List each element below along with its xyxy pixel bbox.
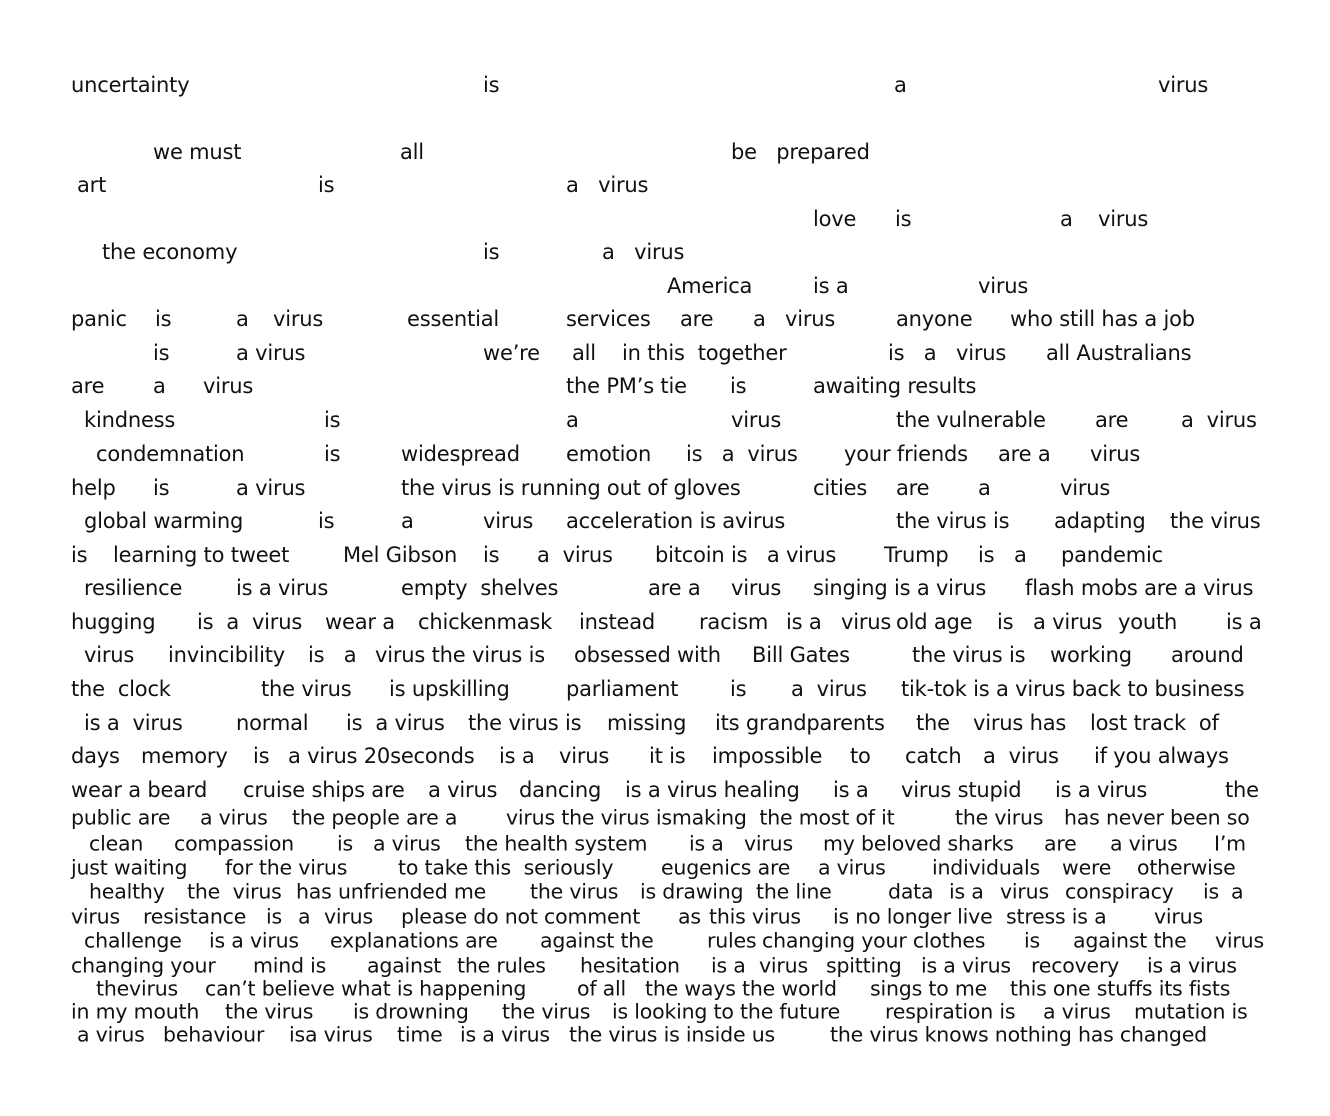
poem-fragment: can’t believe what is happening — [205, 976, 527, 1001]
poem-fragment: virus — [978, 274, 1029, 299]
poem-fragment: against the — [1073, 928, 1187, 953]
poem-fragment: clean — [89, 831, 144, 856]
poem-fragment: this one stuffs its fists — [1010, 976, 1231, 1001]
poem-fragment: the virus — [530, 879, 619, 904]
poem-fragment: are — [680, 307, 714, 332]
poem-line — [0, 610, 1330, 635]
poem-line — [0, 711, 1330, 736]
poem-fragment: hesitation — [580, 953, 680, 978]
poem-fragment: global warming — [84, 509, 244, 534]
poem-fragment: mutation is — [1134, 999, 1248, 1024]
poem-line — [0, 879, 1330, 904]
poem-fragment: pandemic — [1061, 543, 1163, 568]
poem-fragment: spitting — [826, 953, 902, 978]
poem-fragment: is a — [833, 778, 869, 803]
poem-fragment: a virus — [1181, 408, 1257, 433]
poem-fragment: all — [572, 341, 596, 366]
poem-fragment: is — [483, 240, 500, 265]
poem-fragment: lost track of — [1090, 711, 1219, 736]
poem-fragment: awaiting results — [813, 374, 977, 399]
poem-fragment: the virus — [1170, 509, 1261, 534]
poem-line — [0, 442, 1330, 467]
poem-fragment: is no longer live — [833, 904, 993, 929]
poem-fragment: a virus — [428, 778, 498, 803]
poem-line — [0, 904, 1330, 929]
poem-line — [0, 173, 1330, 198]
poem-fragment: isa virus — [289, 1022, 373, 1047]
poem-fragment: it is — [649, 744, 686, 769]
poem-fragment: is a — [786, 610, 822, 635]
poem-fragment: a virus — [236, 476, 306, 501]
poem-fragment: is — [997, 610, 1014, 635]
poem-fragment: changing your clothes — [762, 928, 986, 953]
poem-fragment: of all — [577, 976, 627, 1001]
poem-fragment: hugging — [71, 610, 156, 635]
poem-fragment: the health system — [465, 831, 648, 856]
poem-fragment: against the — [540, 928, 654, 953]
poem-fragment: anyone — [896, 307, 973, 332]
poem-fragment: the clock — [71, 677, 171, 702]
poem-fragment: are — [896, 476, 930, 501]
poem-fragment: a virus — [983, 744, 1059, 769]
poem-fragment: emotion — [566, 442, 652, 467]
poem-fragment: its grandparents — [715, 711, 885, 736]
poem-fragment: is — [978, 543, 995, 568]
poem-line — [0, 274, 1330, 299]
poem-fragment: is — [1024, 928, 1040, 953]
poem-line — [0, 576, 1330, 601]
poem-fragment: dancing — [519, 778, 602, 803]
poem-fragment: challenge — [84, 928, 182, 953]
poem-line — [0, 408, 1330, 433]
poem-fragment: has unfriended me — [296, 879, 487, 904]
poem-fragment: virus — [1098, 207, 1149, 232]
poem-fragment: is — [153, 341, 170, 366]
poem-fragment: is a virus — [686, 442, 798, 467]
poem-fragment: a virus 20seconds — [288, 744, 475, 769]
poem-fragment: a virus — [537, 543, 613, 568]
poem-fragment: is — [483, 543, 500, 568]
poem-fragment: we must — [153, 140, 242, 165]
poem-fragment: the economy — [102, 240, 238, 265]
poem-line — [0, 976, 1330, 1001]
poem-fragment: singing is a virus — [813, 576, 987, 601]
poem-fragment: a virus — [77, 1022, 145, 1047]
poem-fragment: is — [337, 831, 353, 856]
poem-line — [0, 374, 1330, 399]
poem-fragment: is — [895, 207, 912, 232]
poem-fragment: wear a — [325, 610, 395, 635]
poem-fragment: days — [71, 744, 120, 769]
poem-fragment: is a — [711, 953, 746, 978]
poem-fragment: instead — [579, 610, 656, 635]
poem-fragment: is — [153, 476, 170, 501]
poem-fragment: is a virus — [209, 928, 299, 953]
poem-fragment: is — [71, 543, 88, 568]
poem-fragment: if you always — [1094, 744, 1229, 769]
poem-fragment: virus — [483, 509, 534, 534]
poem-fragment: cities — [813, 476, 868, 501]
poem-fragment: a virus — [1110, 831, 1178, 856]
poem-fragment: are a — [998, 442, 1051, 467]
poem-fragment: a — [401, 509, 414, 534]
poem-fragment: Mel Gibson — [343, 543, 458, 568]
poem-fragment: is upskilling — [389, 677, 510, 702]
poem-fragment: resistance — [143, 904, 247, 929]
poem-fragment: stress is a — [1006, 904, 1107, 929]
poem-fragment: are — [71, 374, 105, 399]
poem-fragment: the virus — [225, 999, 314, 1024]
poem-fragment: old age — [896, 610, 973, 635]
poem-fragment: a — [753, 307, 766, 332]
poem-fragment: a — [298, 904, 311, 929]
poem-fragment: uncertainty — [71, 73, 190, 98]
poem-line — [0, 509, 1330, 534]
poem-line — [0, 207, 1330, 232]
poem-fragment: who still has a job — [1010, 307, 1195, 332]
poem-fragment: recovery — [1031, 953, 1120, 978]
poem-fragment: the virus is — [896, 509, 1010, 534]
poem-fragment: the vulnerable — [896, 408, 1046, 433]
poem-fragment: wear a beard — [71, 778, 208, 803]
poem-fragment: a virus — [566, 173, 649, 198]
poem-fragment: your friends — [844, 442, 968, 467]
poem-line — [0, 307, 1330, 332]
poem-line — [0, 855, 1330, 880]
poem-fragment: a virus — [236, 341, 306, 366]
poem-fragment: the — [1225, 778, 1259, 803]
poem-fragment: virus — [273, 307, 324, 332]
poem-line — [0, 341, 1330, 366]
poem-fragment: essential — [407, 307, 500, 332]
poem-fragment: the virus knows nothing has changed — [830, 1022, 1207, 1047]
poem-fragment: is a virus — [1055, 778, 1148, 803]
poem-fragment: virus stupid — [901, 778, 1022, 803]
poem-fragment: were — [1062, 855, 1112, 880]
poem-fragment: resilience — [84, 576, 183, 601]
poem-fragment: cruise ships are — [243, 778, 405, 803]
poem-fragment: the virus is inside us — [569, 1022, 775, 1047]
poem-fragment: is a virus healing — [625, 778, 800, 803]
poem-fragment: sings to me — [870, 976, 988, 1001]
poem-fragment: is a virus — [921, 953, 1011, 978]
poem-line — [0, 476, 1330, 501]
poem-fragment: a virus — [602, 240, 685, 265]
poem-fragment: a virus — [1043, 999, 1111, 1024]
poem-line — [0, 999, 1330, 1024]
poem-fragment: around — [1171, 643, 1244, 668]
poem-fragment: eugenics are — [661, 855, 791, 880]
poem-fragment: a — [978, 476, 991, 501]
poem-fragment: virus — [84, 643, 135, 668]
poem-fragment: is a — [1226, 610, 1262, 635]
poem-fragment: the PM’s tie — [566, 374, 687, 399]
poem-fragment: virus — [559, 744, 610, 769]
poem-fragment: is a — [949, 879, 984, 904]
poem-fragment: virus — [1154, 904, 1203, 929]
poem-fragment: virus — [71, 904, 120, 929]
poem-fragment: my beloved sharks — [823, 831, 1014, 856]
poem-fragment: missing — [607, 711, 687, 736]
poem-fragment: is a virus — [346, 711, 445, 736]
poem-fragment: as — [678, 904, 701, 929]
poem-fragment: in this together — [622, 341, 787, 366]
poem-fragment: is looking to the future — [612, 999, 841, 1024]
poem-fragment: the virus is running out of gloves — [401, 476, 741, 501]
poem-fragment: virus — [1090, 442, 1141, 467]
poem-fragment: tik-tok is a virus back to business — [901, 677, 1245, 702]
poem-fragment: a — [236, 307, 249, 332]
poem-fragment: thevirus — [96, 976, 178, 1001]
poem-fragment: normal — [236, 711, 309, 736]
poem-fragment: individuals — [932, 855, 1040, 880]
poem-fragment: to — [850, 744, 871, 769]
poem-fragment: is a — [888, 341, 937, 366]
poem-fragment: the virus is — [912, 643, 1026, 668]
poem-fragment: the virus is — [468, 711, 582, 736]
poem-fragment: virus — [1215, 928, 1264, 953]
poem-fragment: chickenmask — [418, 610, 553, 635]
poem-fragment: a virus — [818, 855, 886, 880]
poem-fragment: is — [730, 374, 747, 399]
poem-fragment: kindness — [84, 408, 176, 433]
poem-fragment: a virus — [1033, 610, 1103, 635]
poem-fragment: explanations are — [330, 928, 498, 953]
poem-fragment: are — [1095, 408, 1129, 433]
poem-fragment: is a virus — [236, 576, 329, 601]
poem-fragment: virus — [956, 341, 1007, 366]
poem-fragment: is a virus — [460, 1022, 550, 1047]
poem-fragment: the ways the world — [645, 976, 837, 1001]
poem-fragment: we’re — [483, 341, 540, 366]
poem-fragment: a — [894, 73, 907, 98]
poem-fragment: virus — [1000, 879, 1049, 904]
poem-fragment: widespread — [401, 442, 520, 467]
poem-fragment: is — [324, 442, 341, 467]
poem-fragment: please do not comment — [401, 904, 641, 929]
poem-fragment: public are — [71, 805, 171, 830]
poem-fragment: virus the virus is — [375, 643, 545, 668]
poem-fragment: for the virus — [225, 855, 348, 880]
poem-fragment: virus — [1060, 476, 1111, 501]
poem-fragment: healthy — [89, 879, 165, 904]
poem-fragment: virus — [731, 408, 782, 433]
poem-fragment: against — [367, 953, 442, 978]
poem-fragment: rules — [707, 928, 757, 953]
poem-line — [0, 240, 1330, 265]
poem-fragment: changing your — [71, 953, 216, 978]
poem-fragment: virus — [731, 576, 782, 601]
poem-fragment: I’m — [1214, 831, 1246, 856]
poem-fragment: Trump — [884, 543, 949, 568]
poem-fragment: services — [566, 307, 651, 332]
poem-fragment: just waiting — [71, 855, 188, 880]
poem-fragment: conspiracy — [1065, 879, 1174, 904]
poem-line — [0, 73, 1330, 98]
poem-fragment: panic — [71, 307, 127, 332]
poem-fragment: a — [1060, 207, 1073, 232]
poem-fragment: catch — [905, 744, 962, 769]
poem-fragment: empty shelves — [401, 576, 559, 601]
poem-fragment: is a virus — [84, 711, 183, 736]
poem-line — [0, 677, 1330, 702]
poem-fragment: virus — [203, 374, 254, 399]
poem-fragment: behaviour — [163, 1022, 265, 1047]
poem-fragment: is — [730, 677, 747, 702]
poem-fragment: is — [324, 408, 341, 433]
poem-line — [0, 744, 1330, 769]
poem-line — [0, 953, 1330, 978]
poem-fragment: data — [888, 879, 934, 904]
poem-fragment: virus — [759, 953, 808, 978]
poem-fragment: is a — [308, 643, 357, 668]
poem-fragment: virus — [744, 831, 793, 856]
poem-fragment: the virus — [187, 879, 282, 904]
poem-fragment: a virus — [200, 805, 268, 830]
poem-fragment: Bill Gates — [752, 643, 850, 668]
poem-fragment: a virus — [791, 677, 867, 702]
poem-fragment: is a — [689, 831, 724, 856]
poem-fragment: has never been so — [1064, 805, 1250, 830]
poem-fragment: impossible — [712, 744, 823, 769]
poem-fragment: condemnation — [96, 442, 245, 467]
poem-fragment: bitcoin is a virus — [655, 543, 837, 568]
poem-fragment: invincibility — [168, 643, 285, 668]
poem-fragment: the virus — [261, 677, 352, 702]
poem-line — [0, 1022, 1330, 1047]
poem-fragment: in my mouth — [71, 999, 200, 1024]
poem-fragment: learning to tweet — [113, 543, 290, 568]
poem-line — [0, 805, 1330, 830]
poem-fragment: memory — [141, 744, 228, 769]
poem-line — [0, 928, 1330, 953]
poem-fragment: is drowning — [353, 999, 469, 1024]
poem-line — [0, 778, 1330, 803]
poem-fragment: compassion — [174, 831, 294, 856]
poem-fragment: are a — [648, 576, 701, 601]
poem-fragment: respiration is — [885, 999, 1016, 1024]
poem-fragment: the rules — [457, 953, 546, 978]
poem-fragment: the — [916, 711, 950, 736]
poem-fragment: help — [71, 476, 116, 501]
poem-fragment: acceleration is avirus — [566, 509, 786, 534]
poem-fragment: working — [1050, 643, 1132, 668]
poem-fragment: is drawing the line — [640, 879, 832, 904]
poem-fragment: the people are a — [292, 805, 458, 830]
poem-fragment: this virus — [709, 904, 801, 929]
poem-fragment: a virus — [373, 831, 441, 856]
poem-fragment: is — [318, 173, 335, 198]
poem-fragment: is — [318, 509, 335, 534]
poem-fragment: is a virus — [1147, 953, 1237, 978]
poem-fragment: be prepared — [731, 140, 870, 165]
poem-fragment: is — [253, 744, 270, 769]
poem-fragment: virus has — [973, 711, 1067, 736]
poem-fragment: is a — [813, 274, 849, 299]
poem-fragment: is a — [499, 744, 535, 769]
poem-fragment: obsessed with — [574, 643, 721, 668]
poem-fragment: is — [155, 307, 172, 332]
poem-fragment: love — [813, 207, 857, 232]
poem-line — [0, 831, 1330, 856]
poem-fragment: flash mobs are a virus — [1025, 576, 1254, 601]
poem-fragment: virus — [785, 307, 836, 332]
poem-line — [0, 140, 1330, 165]
poem-fragment: are — [1044, 831, 1077, 856]
poem-fragment: otherwise — [1137, 855, 1236, 880]
poem-fragment: to take this seriously — [398, 855, 614, 880]
poem-fragment: a — [566, 408, 579, 433]
poem-fragment: is — [1203, 879, 1219, 904]
poem-fragment: mind is — [253, 953, 327, 978]
poem-fragment: adapting — [1054, 509, 1146, 534]
poem-fragment: is — [266, 904, 282, 929]
poem-line — [0, 543, 1330, 568]
poem-fragment: art — [77, 173, 107, 198]
poem-fragment: virus the virus ismaking the most of it — [506, 805, 895, 830]
poem-fragment: all — [400, 140, 424, 165]
poem-fragment: youth — [1118, 610, 1178, 635]
poem-fragment: all Australians — [1046, 341, 1192, 366]
poem-fragment: the virus — [502, 999, 591, 1024]
poem-fragment: a — [153, 374, 166, 399]
poem-fragment: a — [1014, 543, 1027, 568]
poem-fragment: America — [667, 274, 753, 299]
poem-fragment: is a virus — [197, 610, 303, 635]
poem-fragment: the virus — [955, 805, 1044, 830]
poem-fragment: is — [483, 73, 500, 98]
poem-fragment: time — [397, 1022, 443, 1047]
poem-fragment: racism — [699, 610, 769, 635]
poem-fragment: parliament — [566, 677, 679, 702]
poem-line — [0, 643, 1330, 668]
poem-fragment: virus — [841, 610, 892, 635]
poem-fragment: a — [1231, 879, 1244, 904]
poem-fragment: virus — [1158, 73, 1209, 98]
poem-fragment: virus — [324, 904, 373, 929]
